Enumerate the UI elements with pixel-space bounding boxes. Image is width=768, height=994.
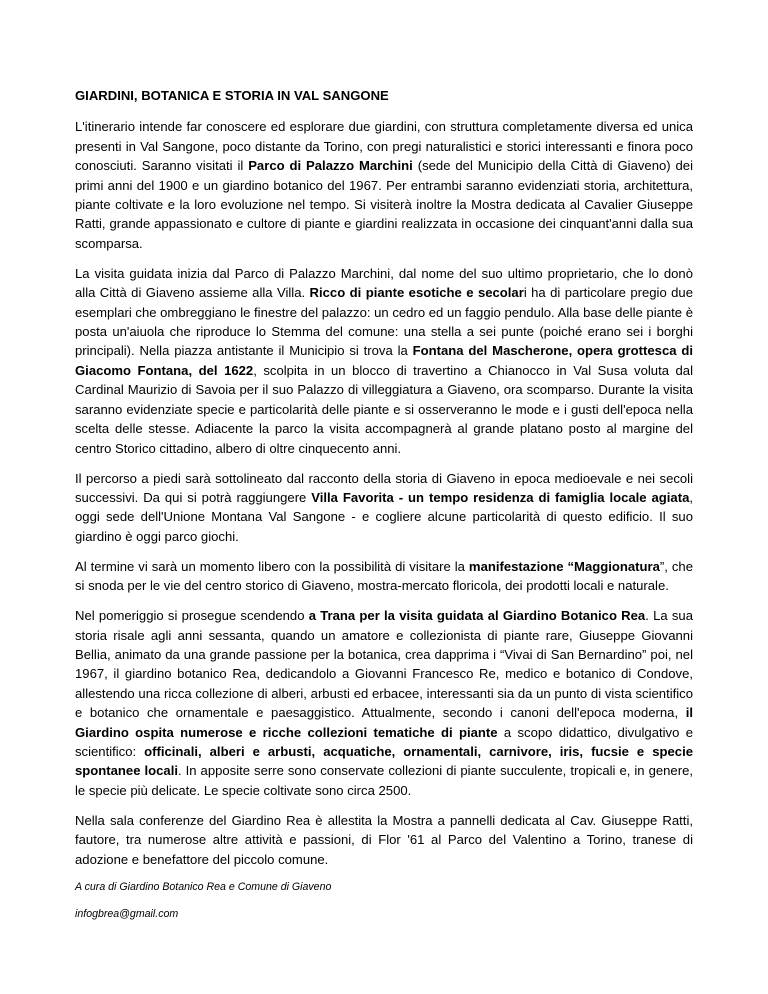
bold-text-run: Villa Favorita - un tempo residenza di famiglia locale agiata [311, 489, 690, 505]
text-run: Nel pomeriggio si prosegue scendendo [75, 608, 309, 624]
bold-text-run: officinali, alberi e arbusti, acquatiche, ornamentali, carnivore, iris, fucsie e specie spontanee locali [75, 743, 694, 779]
text-run: Al termine vi sarà un momento libero con la possibilità di visitare la [75, 558, 469, 574]
text-run: Nella sala conferenze del Giardino Rea è allestita la Mostra a pannelli dedicata al Cav. Giuseppe Ratti, fautore, tra numerose altre attività e passioni, di Flor '61 al Parco del Valentino a Torino, tranese di adozione e benefattore del piccolo comune. [75, 812, 693, 867]
bold-text-run: Parco di Palazzo Marchini [248, 158, 413, 174]
text-run: . In apposite serre sono conservate collezioni di piante succulente, tropicali e, in genere, le specie più delicate. Le specie coltivate sono circa 2500. [75, 763, 693, 798]
text-run: ”, che si snoda per le vie del centro storico di Giaveno, mostra-mercato floricola, dei prodotti locali e naturale. [75, 558, 693, 594]
text-run: a scopo didattico, divulgativo e scientifico: [75, 724, 693, 759]
paragraph-mostra-ratti [75, 811, 693, 869]
text-run: L'itinerario intende far conoscere ed esplorare due giardini, con struttura completamente diversa ed unica presenti in Val Sangone, poco distante da Torino, con pregi naturalistici e storici interessanti e finora poco conosciuti. Saranno visitati il [75, 119, 693, 174]
paragraph-villa-favorita [75, 469, 693, 547]
contact-email: infogbrea@gmail.com [75, 907, 179, 920]
text-run: . La sua storia risale agli anni sessanta, quando un amatore e collezionista di piante rare, Giuseppe Giovanni Bellia, animato da una grande passione per la botanica, crea dapprima i “Vivai di San Bernardino” poi, nel 1967, il giardino botanico Rea, dedicandolo a Giovanni Francesco Re, medico e botanico di Condove, allestendo una ricca collezione di alberi, arbusti ed erbacee, interessanti sia da un punto di vista scientifico e botanico che ornamentale e paesaggistico. Attualmente, secondo i canoni dell'epoca moderna, [75, 608, 693, 721]
bold-text-run: Ricco di piante esotiche e secolar [309, 285, 524, 301]
text-run: Il percorso a piedi sarà sottolineato dal racconto della storia di Giaveno in epoca medioevale e nei secoli successivi. Da qui si potrà raggiungere [75, 470, 693, 505]
bold-text-run: il Giardino ospita numerose e ricche collezioni tematiche di piante [75, 705, 693, 740]
paragraph-intro [75, 117, 693, 253]
credit-line: A cura di Giardino Botanico Rea e Comune di Giaveno [75, 880, 332, 893]
paragraph-palazzo-marchini [75, 264, 693, 458]
text-run: , scolpita in un blocco di travertino a Chianocco in Val Susa voluta dal Cardinal Maurizio di Savoia per il suo Palazzo di villeggiatura a Giaveno, ora scomparso. Durante la visita saranno evidenziate specie e particolarità delle piante e si osserveranno le mode e i gusti dell'epoca nella scelta delle stesse. Adiacente la parco la visita accompagnerà al grande platano posto al margine del centro Storico cittadino, albero di oltre cinquecento anni. [75, 362, 693, 456]
text-run: (sede del Municipio della Città di Giaveno) dei primi anni del 1900 e un giardino botanico del 1967. Per entrambi saranno evidenziati storia, architettura, piante coltivate e la loro evoluzione nel tempo. Si visiterà inoltre la Mostra dedicata al Cavalier Giuseppe Ratti, grande appassionato e cultore di piante e giardini realizzata in occasione dei cinquant'anni dalla sua scomparsa. [75, 158, 693, 251]
text-run: , oggi sede dell'Unione Montana Val Sangone - e cogliere alcune particolarità di questo edificio. Il suo giardino è oggi parco giochi. [75, 489, 693, 544]
text-run: i ha di particolare pregio due esemplari che ombreggiano le finestre del palazzo: un cedro ed un faggio pendulo. Alla base delle piante è posta un'aiuola che riproduce lo Stemma del comune: una stella a sei punte (poiché erano sei i borghi principali). Nella piazza antistante il Municipio si trova la [75, 285, 694, 359]
bold-text-run: manifestazione “Maggionatura [468, 558, 660, 574]
document-title: GIARDINI, BOTANICA E STORIA IN VAL SANGONE [75, 88, 389, 103]
bold-text-run: a Trana per la visita guidata al Giardino Botanico Rea [308, 608, 646, 624]
paragraph-maggionatura [75, 557, 693, 596]
text-run: La visita guidata inizia dal Parco di Palazzo Marchini, dal nome del suo ultimo proprietario, che lo donò alla Città di Giaveno assieme alla Villa. [75, 265, 693, 301]
bold-text-run: Fontana del Mascherone, opera grottesca di Giacomo Fontana, del 1622 [75, 343, 693, 378]
paragraph-giardino-rea [75, 606, 693, 800]
